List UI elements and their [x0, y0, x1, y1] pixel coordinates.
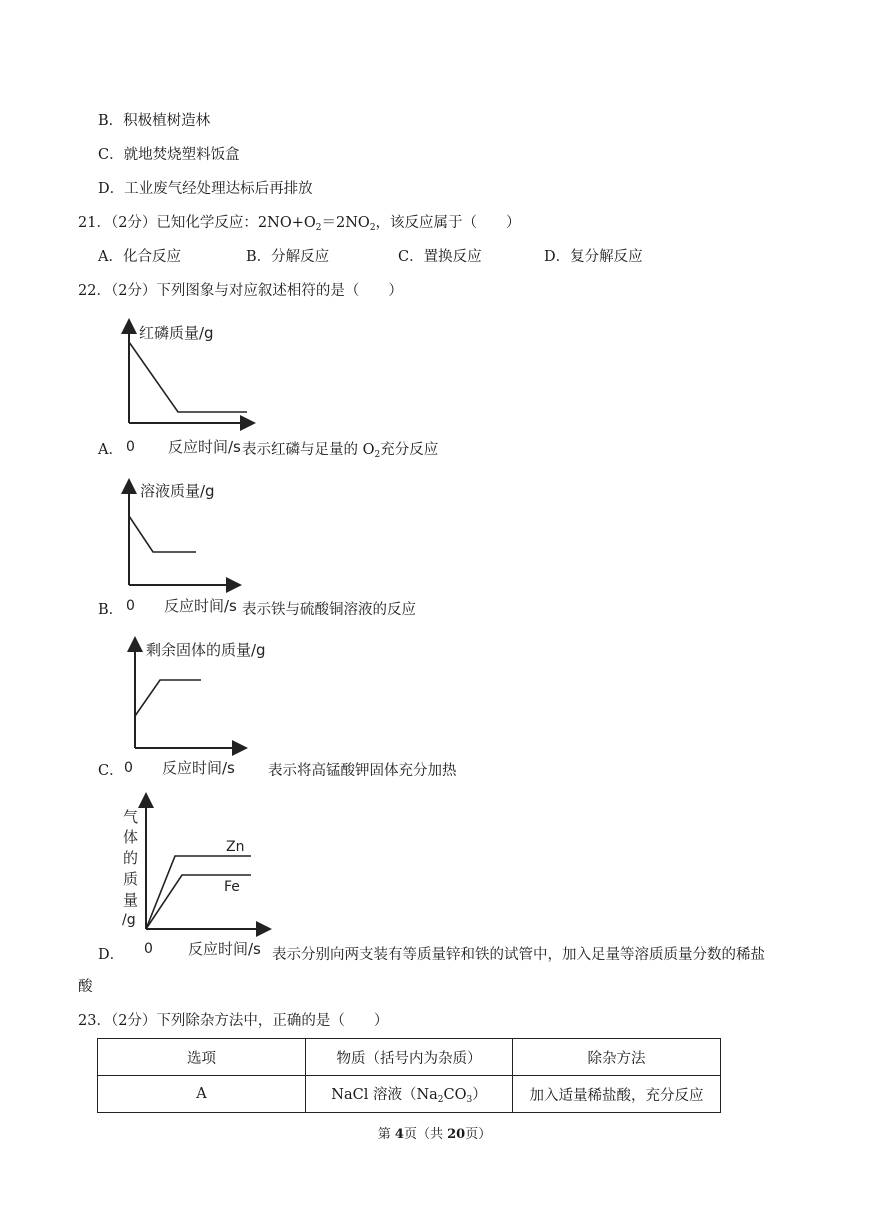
table-row [98, 1076, 721, 1113]
data-line [129, 516, 196, 552]
x-axis-label: 反应时间/s [164, 597, 237, 615]
x-axis-label: 反应时间/s [168, 438, 241, 456]
cell-substance [306, 1076, 513, 1113]
origin-label: 0 [126, 598, 135, 614]
caption-a-sub: 2 [374, 450, 381, 460]
y-axis-label-char-6: /g [122, 912, 136, 928]
footer-page-number: 4 [394, 1127, 404, 1142]
substance-prefix: NaCl 溶液（Na [331, 1087, 438, 1103]
q23-stem: 23．（2分）下列除杂方法中，正确的是（ ） [78, 1013, 389, 1029]
table-header-row [98, 1039, 721, 1076]
q22-stem: 22．（2分）下列图象与对应叙述相符的是（ ） [78, 283, 403, 299]
y-axis-label-char-2: 体 [123, 828, 139, 846]
q21-option-d: D．复分解反应 [544, 249, 643, 265]
header-method: 除杂方法 [513, 1039, 721, 1076]
header-option: 选项 [98, 1039, 306, 1076]
q21-option-c: C．置换反应 [398, 249, 482, 265]
q22-caption-a [242, 440, 438, 465]
q22-option-c-letter: C． [98, 763, 124, 779]
footer-prefix: 第 [377, 1127, 395, 1142]
q20-option-c: C．就地焚烧塑料饭盒 [98, 147, 240, 163]
q21-stem-prefix: 21．（2分）已知化学反应：2NO+O [78, 215, 316, 231]
substance-mid: CO [443, 1087, 467, 1103]
q20-option-b: B．积极植树造林 [98, 113, 211, 129]
footer-suffix: 页） [465, 1127, 492, 1142]
y-axis-label-char-5: 量 [123, 891, 139, 909]
series-zn-label: Zn [226, 839, 245, 855]
x-axis-label: 反应时间/s [188, 940, 261, 958]
y-axis-label-char-4: 质 [123, 870, 139, 888]
q21-option-b: B．分解反应 [246, 249, 330, 265]
q21-sub-2: 2 [369, 223, 376, 233]
q21-stem-mid: ＝2NO [321, 215, 370, 231]
origin-label: 0 [144, 941, 153, 957]
data-line [129, 342, 247, 412]
y-axis-label: 溶液质量/g [140, 482, 215, 500]
q22-graph-a [118, 318, 258, 458]
cell-method: 加入适量稀盐酸，充分反应 [513, 1076, 721, 1113]
q22-graph-b [118, 478, 258, 618]
x-axis-label: 反应时间/s [162, 759, 235, 777]
substance-sub-1: 2 [437, 1095, 444, 1105]
y-axis-label-char-3: 的 [123, 849, 139, 867]
caption-a-prefix: 表示红磷与足量的 O [242, 442, 375, 458]
q22-graph-d [118, 796, 278, 966]
q23-table [97, 1038, 721, 1113]
y-axis-label: 剩余固体的质量/g [146, 641, 266, 659]
data-line [135, 680, 201, 716]
origin-label: 0 [126, 439, 135, 455]
q21-sub-1: 2 [315, 223, 322, 233]
q21-stem [78, 213, 521, 238]
q22-caption-d: 表示分别向两支装有等质量锌和铁的试管中，加入足量等溶质质量分数的稀盐 [272, 947, 765, 963]
q22-option-d-letter: D． [98, 947, 125, 963]
footer-mid: 页（共 [403, 1127, 448, 1142]
y-axis-label: 红磷质量/g [139, 324, 214, 342]
y-axis-label-char-1: 气 [123, 808, 139, 826]
substance-suffix: ） [472, 1087, 487, 1103]
q21-option-a: A．化合反应 [98, 249, 181, 265]
q22-caption-c: 表示将高锰酸钾固体充分加热 [268, 763, 457, 779]
q22-caption-b: 表示铁与硫酸铜溶液的反应 [242, 602, 416, 618]
footer-total-pages: 20 [447, 1127, 466, 1142]
series-fe-label: Fe [224, 879, 240, 895]
page-footer [0, 1123, 869, 1142]
q20-option-d: D．工业废气经处理达标后再排放 [98, 181, 313, 197]
q21-stem-suffix: ，该反应属于（ ） [375, 215, 521, 231]
cell-option: A [98, 1076, 306, 1113]
caption-a-suffix: 充分反应 [380, 442, 439, 458]
q22-caption-d-cont: 酸 [78, 979, 93, 995]
q22-option-b-letter: B． [98, 602, 124, 618]
header-substance: 物质（括号内为杂质） [306, 1039, 513, 1076]
substance-sub-2: 3 [466, 1095, 473, 1105]
origin-label: 0 [124, 760, 133, 776]
q22-option-a-letter: A． [98, 442, 123, 458]
q22-graph-c [122, 636, 282, 781]
